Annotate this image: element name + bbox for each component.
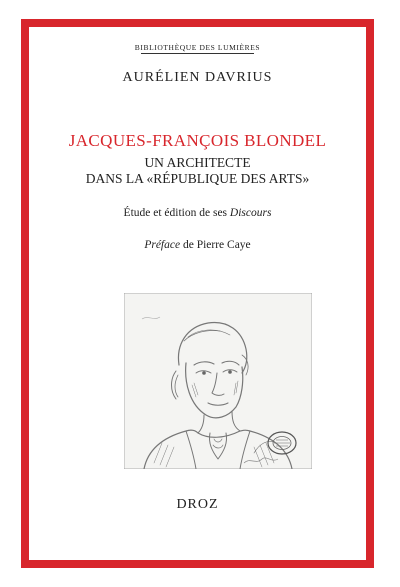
author-name: AURÉLIEN DAVRIUS [122, 70, 273, 85]
subtitle-line-1: UN ARCHITECTE [144, 155, 251, 170]
edition-italic: Discours [229, 207, 272, 219]
subtitle-line-2: DANS LA «RÉPUBLIQUE DES ARTS» [85, 171, 310, 186]
publisher-name: DROZ [176, 497, 219, 512]
book-subtitle [29, 155, 366, 187]
preface-italic: Préface [144, 239, 181, 251]
red-border-frame [21, 19, 374, 568]
book-title: JACQUES-FRANÇOIS BLONDEL [68, 131, 327, 150]
preface-suffix: de Pierre Caye [180, 239, 251, 251]
edition-prefix: Étude et édition de ses [123, 207, 230, 219]
edition-note [29, 207, 366, 219]
preface-note [29, 239, 366, 251]
pencil-sketch-portrait-icon [124, 293, 312, 469]
series-name: BIBLIOTHÈQUE DES LUMIÈRES [134, 43, 261, 52]
series-underline [141, 53, 254, 54]
